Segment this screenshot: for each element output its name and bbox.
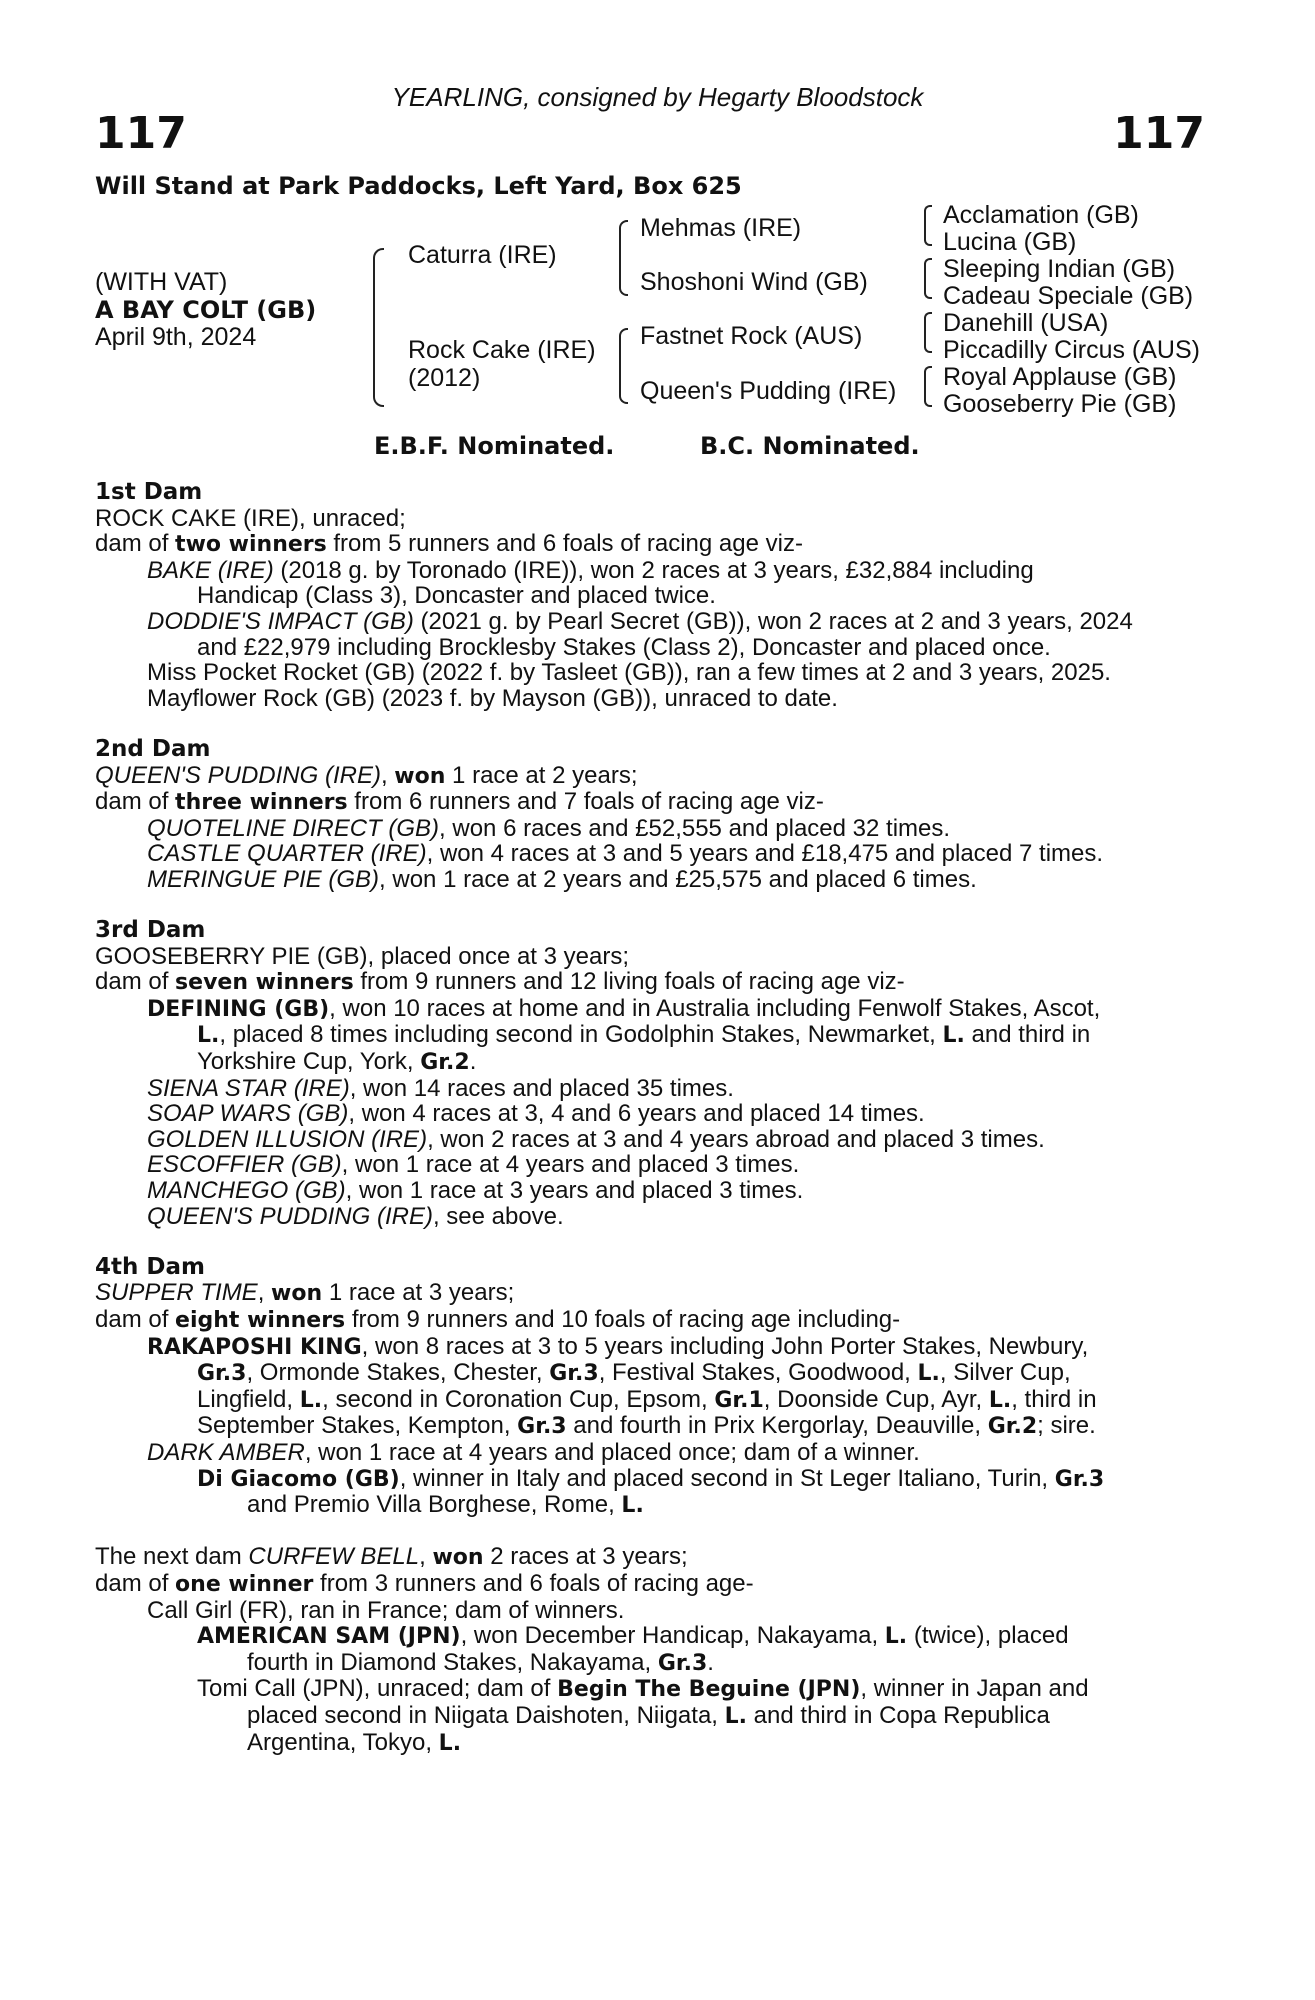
section-heading: 3rd Dam	[95, 917, 206, 944]
brace-sire	[619, 220, 628, 296]
dam: Rock Cake (IRE)	[408, 336, 596, 364]
ancestor-2: Lucina (GB)	[943, 228, 1077, 256]
ancestor-8: Gooseberry Pie (GB)	[943, 390, 1177, 418]
produce-entry: RAKAPOSHI KING, won 8 races at 3 to 5 years including John Porter Stakes, Newbury, Gr.3, Ormonde Stakes, Chester, Gr.3, Festival Stakes, Goodwood, L., Silver Cup, Lingfield, L., second in Coronation Cup, Epsom, Gr.1, Doonside Cup, Ayr, L., third in September Stakes, Kempton, Gr.3 and fourth in Prix Kergorlay, Deauville, Gr.2; sire.	[147, 1332, 1097, 1440]
produce-entry: CASTLE QUARTER (IRE), won 4 races at 3 and 5 years and £18,475 and placed 7 times.	[147, 840, 1104, 868]
produce-entry: SIENA STAR (IRE), won 14 races and placed 35 times.	[147, 1074, 734, 1102]
produce-summary: dam of one winner from 3 runners and 6 foals of racing age-	[95, 1569, 754, 1597]
bc-nominated: B.C. Nominated.	[700, 432, 920, 460]
produce-entry: DODDIE'S IMPACT (GB) (2021 g. by Pearl Secret (GB)), won 2 races at 2 and 3 years, 2024 and £22,979 including Brocklesby Stakes (Class 2), Doncaster and placed once.	[147, 607, 1133, 661]
produce-summary: dam of eight winners from 9 runners and 10 foals of racing age including-	[95, 1306, 901, 1333]
produce-entry: Miss Pocket Rocket (GB) (2022 f. by Tasleet (GB)), ran a few times at 2 and 3 years, 2025.	[147, 659, 1111, 687]
sire-sire: Mehmas (IRE)	[640, 214, 802, 242]
second-dam-section	[95, 737, 1205, 893]
catalogue-body	[95, 480, 1205, 1782]
dam-line: ROCK CAKE (IRE), unraced;	[95, 504, 406, 532]
dam-sire: Fastnet Rock (AUS)	[640, 322, 863, 350]
ancestor-1: Acclamation (GB)	[943, 201, 1139, 229]
third-dam-section	[95, 918, 1205, 1229]
ancestor-4: Cadeau Speciale (GB)	[943, 282, 1194, 310]
horse-name: A BAY COLT (GB)	[95, 296, 317, 324]
produce-entry: BAKE (IRE) (2018 g. by Toronado (IRE)), won 2 races at 3 years, £32,884 including Handicap (Class 3), Doncaster and placed twice.	[147, 556, 1034, 610]
brace-dam	[619, 328, 628, 404]
brace-g2	[924, 258, 932, 299]
first-dam-section	[95, 480, 1205, 711]
dam-line: GOOSEBERRY PIE (GB), placed once at 3 years;	[95, 942, 630, 970]
produce-entry: GOLDEN ILLUSION (IRE), won 2 races at 3 and 4 years abroad and placed 3 times.	[147, 1125, 1045, 1153]
dam-line: SUPPER TIME, won 1 race at 3 years;	[95, 1279, 515, 1307]
ancestor-7: Royal Applause (GB)	[943, 363, 1177, 391]
produce-entry: SOAP WARS (GB), won 4 races at 3, 4 and 6 years and placed 14 times.	[147, 1100, 925, 1128]
grand-produce-entry: Di Giacomo (GB), winner in Italy and placed second in St Leger Italiano, Turin, Gr.3 and Premio Villa Borghese, Rome, L.	[197, 1464, 1105, 1519]
ebf-nominated: E.B.F. Nominated.	[374, 432, 615, 460]
produce-summary: dam of three winners from 6 runners and 7 foals of racing age viz-	[95, 788, 824, 816]
produce-entry: Call Girl (FR), ran in France; dam of winners.	[147, 1596, 625, 1624]
produce-entry: Mayflower Rock (GB) (2023 f. by Mayson (GB)), unraced to date.	[147, 684, 838, 712]
lot-number-right: 117	[1113, 108, 1205, 159]
ancestor-3: Sleeping Indian (GB)	[943, 255, 1176, 283]
lot-number-left: 117	[95, 108, 187, 159]
fourth-dam-section	[95, 1255, 1205, 1519]
dam-line: The next dam CURFEW BELL, won 2 races at 3 years;	[95, 1543, 688, 1571]
consignor-line: YEARLING, consigned by Hegarty Bloodstock	[391, 82, 924, 112]
produce-summary: dam of two winners from 5 runners and 6 foals of racing age viz-	[95, 530, 803, 558]
vat-label: (WITH VAT)	[95, 268, 228, 296]
produce-entry: MANCHEGO (GB), won 1 race at 3 years and placed 3 times.	[147, 1177, 804, 1205]
produce-entry: ESCOFFIER (GB), won 1 race at 4 years and placed 3 times.	[147, 1151, 800, 1179]
ancestor-5: Danehill (USA)	[943, 309, 1109, 337]
next-dam-section	[95, 1544, 1205, 1756]
produce-entry: DARK AMBER, won 1 race at 4 years and placed once; dam of a winner.	[147, 1438, 920, 1466]
section-heading: 2nd Dam	[95, 735, 211, 762]
produce-summary: dam of seven winners from 9 runners and 12 living foals of racing age viz-	[95, 968, 905, 996]
dam-line: QUEEN'S PUDDING (IRE), won 1 race at 2 years;	[95, 761, 638, 789]
produce-entry: QUOTELINE DIRECT (GB), won 6 races and £52,555 and placed 32 times.	[147, 814, 951, 842]
grand-produce-entry: Tomi Call (JPN), unraced; dam of Begin The Beguine (JPN), winner in Japan and placed second in Niigata Daishoten, Niigata, L. and third in Copa Republica Argentina, Tokyo, L.	[197, 1675, 1089, 1756]
grand-produce-entry: AMERICAN SAM (JPN), won December Handicap, Nakayama, L. (twice), placed fourth in Diamond Stakes, Nakayama, Gr.3.	[197, 1622, 1069, 1676]
brace-g4	[924, 366, 932, 407]
brace-main	[373, 248, 384, 407]
sire: Caturra (IRE)	[408, 241, 557, 269]
section-heading: 4th Dam	[95, 1253, 205, 1280]
dam-dam: Queen's Pudding (IRE)	[640, 377, 897, 405]
section-heading: 1st Dam	[95, 479, 203, 505]
produce-entry: MERINGUE PIE (GB), won 1 race at 2 years and £25,575 and placed 6 times.	[147, 865, 977, 893]
produce-entry: QUEEN'S PUDDING (IRE), see above.	[147, 1202, 564, 1230]
brace-g3	[924, 312, 932, 353]
brace-g1	[924, 205, 932, 246]
sire-dam: Shoshoni Wind (GB)	[640, 268, 868, 296]
ancestor-6: Piccadilly Circus (AUS)	[943, 336, 1200, 364]
foaling-date: April 9th, 2024	[95, 323, 257, 351]
location-line: Will Stand at Park Paddocks, Left Yard, Box 625	[95, 172, 742, 200]
produce-entry: DEFINING (GB), won 10 races at home and in Australia including Fenwolf Stakes, Ascot, L., placed 8 times including second in Godolphin Stakes, Newmarket, L. and third in Yorkshire Cup, York, Gr.2.	[147, 994, 1101, 1076]
dam-year: (2012)	[408, 364, 481, 392]
